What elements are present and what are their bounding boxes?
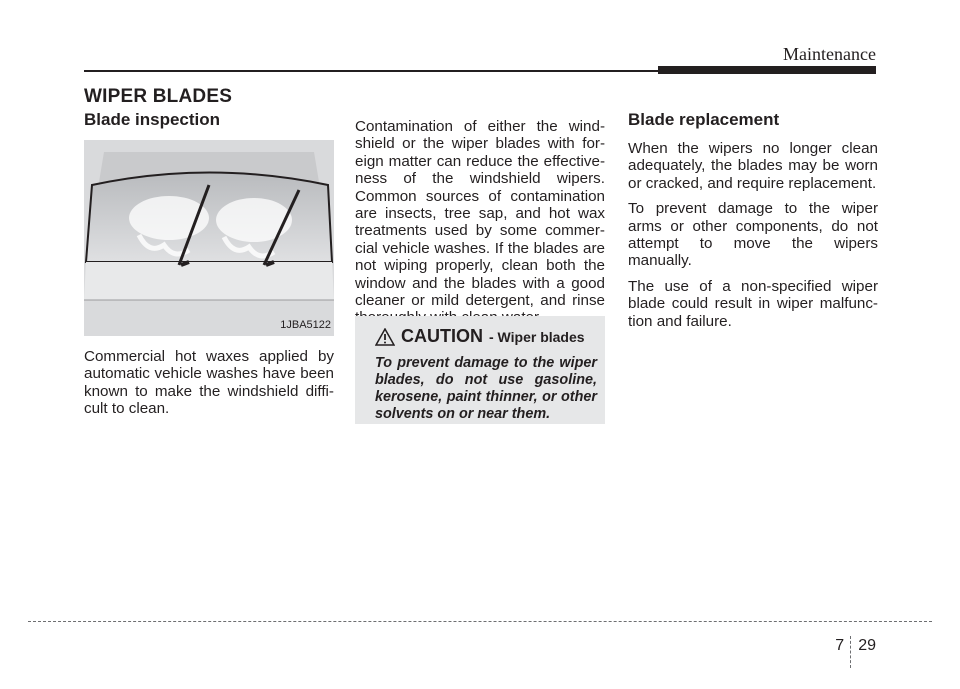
chapter-number: 7 xyxy=(835,637,845,654)
page-number-separator xyxy=(850,636,852,668)
caution-title: CAUTION xyxy=(401,326,483,346)
caution-subtitle: - Wiper blades xyxy=(489,328,585,345)
replacement-paragraph-3: The use of a non-specified wiper blade could result in wiper malfunc-tion and failure. xyxy=(628,277,878,330)
warning-icon xyxy=(375,328,395,346)
column-1 xyxy=(84,110,334,426)
blade-replacement-heading: Blade replacement xyxy=(628,110,780,129)
header-rule xyxy=(84,70,664,72)
caution-body: To prevent damage to the wiper blades, do not use gasoline, kerosene, paint thinner, or other solvents on or near them. xyxy=(375,355,597,422)
replacement-paragraph-1: When the wipers no longer clean adequately, the blades may be worn or cracked, and require replacement. xyxy=(628,140,878,192)
windshield-figure xyxy=(84,140,334,336)
windshield-illustration xyxy=(84,140,334,336)
figure-code: 1JBA5122 xyxy=(280,318,331,331)
replacement-paragraph-2: To prevent damage to the wiper arms or other components, do not attempt to move the wipers manually. xyxy=(628,200,878,270)
caution-header xyxy=(375,326,597,347)
header-title: Maintenance xyxy=(783,44,876,64)
page-number-value: 29 xyxy=(858,637,876,654)
section-title: WIPER BLADES xyxy=(84,86,233,107)
footer-rule xyxy=(28,621,932,622)
blade-inspection-heading: Blade inspection xyxy=(84,110,221,129)
column-2 xyxy=(355,118,605,335)
contamination-paragraph: Contamination of either the wind-shield or the wiper blades with for-eign matter can reduce the effective-ness of the windshield wipers. Common sources of contamination are insects, tree sap, and hot wax treatments used by some commer-cial vehicle washes. If the blades are not wiping properly, clean both the window and the blades with a good cleaner or mild detergent, and rinse xyxy=(355,118,605,310)
page-number xyxy=(835,630,876,662)
caution-box xyxy=(355,316,605,424)
wax-paragraph: Commercial hot waxes applied by automatic vehicle washes have been known to make the windshield diffi-cult to clean. xyxy=(84,348,334,418)
header-rule-thick xyxy=(658,66,876,74)
column-3 xyxy=(628,110,878,338)
